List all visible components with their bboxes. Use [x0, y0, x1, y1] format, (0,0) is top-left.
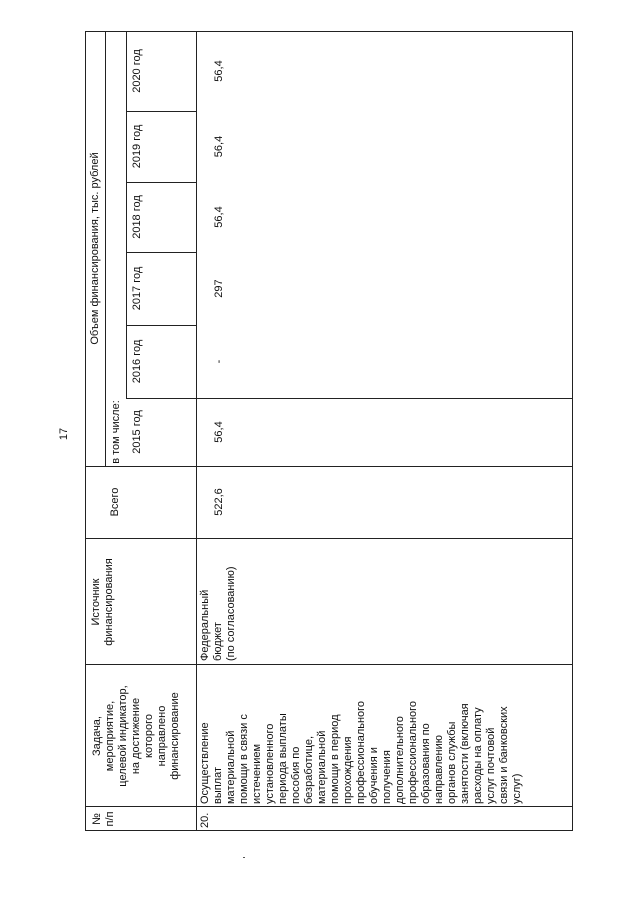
financing-table: [85, 31, 573, 831]
header-year-2018: 2018 год: [131, 195, 143, 239]
header-funding-total: Объем финансирования, тыс. рублей: [89, 152, 101, 345]
header-source: Источник финансирования: [90, 558, 115, 646]
header-year-2017: 2017 год: [131, 266, 143, 311]
row-task: Осуществление выплат материальной помощи в связи с истечением установленного периода выплаты пособия по безработице, материальной помощи в период прохождения профессионального обучения и получения дополнительного профессионального образования по направлению органов службы занятости (включая расходы на оплату услуг почтовой связи и банковских услуг): [199, 700, 523, 804]
header-task: Задача, мероприятие, целевой индикатор, на достижение которого направлено финансирование: [91, 685, 181, 787]
row-value-2017: 297: [213, 279, 225, 298]
row-value-2019: 56,4: [213, 135, 225, 158]
header-year-2020: 2020 год: [131, 49, 143, 93]
header-year-2015: 2015 год: [131, 410, 143, 454]
row-value-2018: 56,4: [213, 206, 225, 228]
header-no: № п/п: [91, 811, 116, 827]
page-number: 17: [58, 427, 70, 441]
header-total: Всего: [109, 487, 121, 517]
row-source: Федеральный бюджет (по согласованию): [199, 566, 237, 661]
row-total: 522,6: [213, 488, 225, 516]
scan-speck: [243, 857, 245, 858]
row-no: 20.: [199, 812, 211, 828]
row-value-2016: -: [213, 359, 225, 364]
header-including: в том числе:: [110, 400, 122, 464]
header-year-2019: 2019 год: [131, 124, 143, 169]
header-year-2016: 2016 год: [131, 339, 143, 384]
row-value-2020: 56,4: [213, 60, 225, 82]
row-value-2015: 56,4: [213, 421, 225, 443]
